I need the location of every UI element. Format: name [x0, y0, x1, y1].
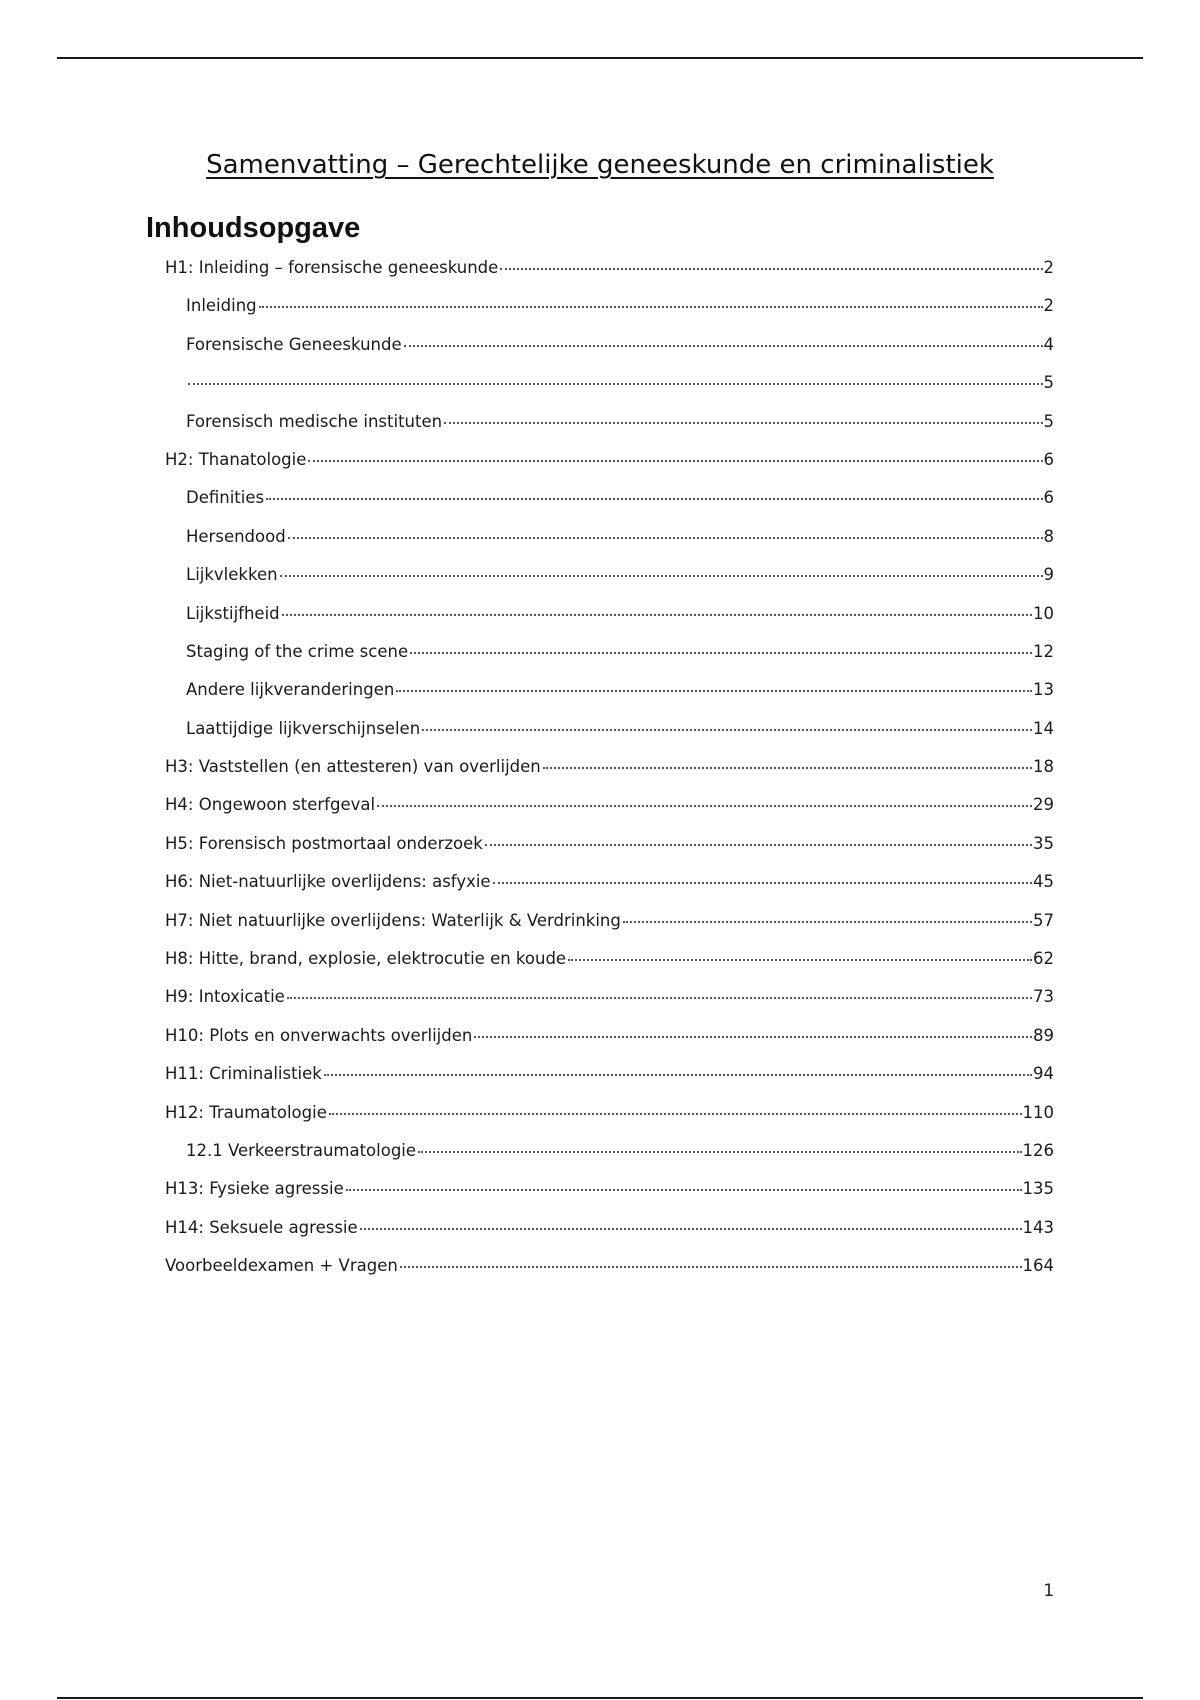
toc-entry-title: Andere lijkveranderingen [186, 680, 395, 700]
toc-entry-page: 13 [1033, 680, 1054, 700]
toc-entry-page: 8 [1043, 526, 1054, 546]
toc-entry-page: 89 [1033, 1025, 1054, 1045]
toc-entry[interactable] [165, 565, 1054, 603]
toc-entry[interactable] [165, 1103, 1054, 1141]
toc-entry-title: Lijkvlekken [186, 565, 278, 585]
toc-entry[interactable] [165, 335, 1054, 373]
toc-entry-page: 9 [1043, 565, 1054, 585]
dot-leader [400, 1266, 1022, 1268]
toc-entry[interactable] [165, 258, 1054, 296]
dot-leader [324, 1074, 1032, 1076]
toc-entry-title: Lijkstijfheid [186, 603, 280, 623]
toc-entry[interactable] [165, 872, 1054, 910]
toc-entry-title: H4: Ongewoon sterfgeval [165, 795, 376, 815]
toc-entry-page: 110 [1022, 1102, 1054, 1122]
toc-entry-title: H6: Niet-natuurlijke overlijdens: asfyxie [165, 872, 491, 892]
dot-leader [282, 614, 1032, 616]
table-of-contents [165, 258, 1054, 1295]
toc-entry-title: H10: Plots en onverwachts overlijden [165, 1025, 473, 1045]
toc-entry-title: Hersendood [186, 526, 286, 546]
dot-leader [422, 729, 1032, 731]
toc-entry[interactable] [165, 1141, 1054, 1179]
dot-leader [418, 1151, 1021, 1153]
toc-entry-title: H1: Inleiding – forensische geneeskunde [165, 258, 499, 277]
dot-leader [266, 498, 1042, 500]
toc-entry[interactable] [165, 1218, 1054, 1256]
dot-leader [377, 805, 1032, 807]
toc-entry-title: H5: Forensisch postmortaal onderzoek [165, 833, 483, 853]
toc-entry[interactable] [165, 296, 1054, 334]
toc-entry[interactable] [165, 911, 1054, 949]
toc-entry-title: Forensisch medische instituten [186, 411, 443, 431]
toc-entry-page: 18 [1033, 757, 1054, 777]
dot-leader [623, 921, 1032, 923]
page-number: 1 [1043, 1581, 1054, 1600]
toc-entry-page: 29 [1033, 795, 1054, 815]
toc-entry-title: H14: Seksuele agressie [165, 1217, 358, 1237]
toc-entry[interactable] [165, 604, 1054, 642]
toc-entry[interactable] [165, 834, 1054, 872]
toc-entry-title: Inleiding [186, 296, 257, 316]
toc-entry-page: 6 [1043, 449, 1054, 469]
dot-leader [444, 422, 1042, 424]
dot-leader [259, 306, 1043, 308]
toc-entry[interactable] [165, 412, 1054, 450]
toc-entry-title: H8: Hitte, brand, explosie, elektrocutie en koude [165, 949, 567, 969]
footer-rule [57, 1697, 1143, 1699]
dot-leader [308, 460, 1042, 462]
dot-leader [280, 575, 1043, 577]
toc-entry-page: 45 [1033, 872, 1054, 892]
toc-entry-title: H3: Vaststellen (en attesteren) van overlijden [165, 757, 541, 777]
dot-leader [543, 767, 1032, 769]
toc-entry[interactable] [165, 488, 1054, 526]
dot-leader [500, 268, 1042, 270]
toc-entry[interactable] [165, 527, 1054, 565]
toc-entry-title: Staging of the crime scene [186, 641, 409, 661]
header-rule [57, 57, 1143, 59]
toc-entry-title: H9: Intoxicatie [165, 987, 285, 1007]
dot-leader [485, 844, 1032, 846]
toc-entry[interactable] [165, 1256, 1054, 1294]
toc-entry[interactable] [165, 450, 1054, 488]
toc-entry-page: 73 [1033, 987, 1054, 1007]
document-title: Samenvatting – Gerechtelijke geneeskunde en criminalistiek [206, 150, 994, 180]
toc-entry-title: H11: Criminalistiek [165, 1064, 322, 1084]
toc-entry[interactable] [165, 949, 1054, 987]
toc-entry-page: 57 [1033, 910, 1054, 930]
toc-entry-title: H12: Traumatologie [165, 1102, 327, 1122]
toc-entry-title: Laattijdige lijkverschijnselen [186, 718, 421, 738]
dot-leader [288, 537, 1043, 539]
toc-entry[interactable] [165, 680, 1054, 718]
toc-entry[interactable] [165, 987, 1054, 1025]
dot-leader [404, 345, 1043, 347]
toc-entry-page: 14 [1033, 718, 1054, 738]
toc-entry-page: 6 [1043, 488, 1054, 508]
toc-entry-page: 5 [1043, 373, 1054, 393]
dot-leader [474, 1036, 1032, 1038]
toc-entry-title: H2: Thanatologie [165, 449, 307, 469]
toc-entry-page: 12 [1033, 641, 1054, 661]
toc-entry[interactable] [165, 795, 1054, 833]
toc-entry-page: 4 [1043, 334, 1054, 354]
dot-leader [360, 1228, 1022, 1230]
dot-leader [493, 882, 1032, 884]
toc-entry-title: Voorbeeldexamen + Vragen [165, 1256, 398, 1276]
toc-entry-page: 135 [1022, 1179, 1054, 1199]
toc-entry[interactable] [165, 1026, 1054, 1064]
dot-leader [410, 652, 1032, 654]
toc-entry-page: 5 [1043, 411, 1054, 431]
toc-entry-page: 2 [1043, 296, 1054, 316]
toc-entry-title: Definities [186, 488, 265, 508]
toc-entry-page: 35 [1033, 833, 1054, 853]
toc-entry-title: 12.1 Verkeerstraumatologie [186, 1140, 417, 1160]
toc-entry-page: 143 [1022, 1217, 1054, 1237]
dot-leader [346, 1189, 1022, 1191]
toc-entry-page: 126 [1022, 1140, 1054, 1160]
toc-entry-page: 62 [1033, 949, 1054, 969]
toc-entry[interactable] [165, 757, 1054, 795]
toc-entry[interactable] [165, 1064, 1054, 1102]
toc-entry-page: 94 [1033, 1064, 1054, 1084]
dot-leader [568, 959, 1032, 961]
dot-leader [188, 383, 1043, 385]
dot-leader [287, 997, 1032, 999]
toc-entry-title: Forensische Geneeskunde [186, 334, 402, 354]
toc-entry[interactable] [165, 1179, 1054, 1217]
dot-leader [396, 690, 1032, 692]
toc-entry-title: H7: Niet natuurlijke overlijdens: Waterlijk & Verdrinking [165, 910, 621, 930]
toc-heading: Inhoudsopgave [146, 212, 361, 244]
toc-entry-title: H13: Fysieke agressie [165, 1179, 344, 1199]
toc-entry[interactable] [165, 373, 1054, 411]
toc-entry-page: 164 [1022, 1256, 1054, 1276]
toc-entry[interactable] [165, 642, 1054, 680]
toc-entry[interactable] [165, 719, 1054, 757]
toc-entry-page: 10 [1033, 603, 1054, 623]
dot-leader [329, 1113, 1022, 1115]
toc-entry-page: 2 [1043, 258, 1054, 277]
